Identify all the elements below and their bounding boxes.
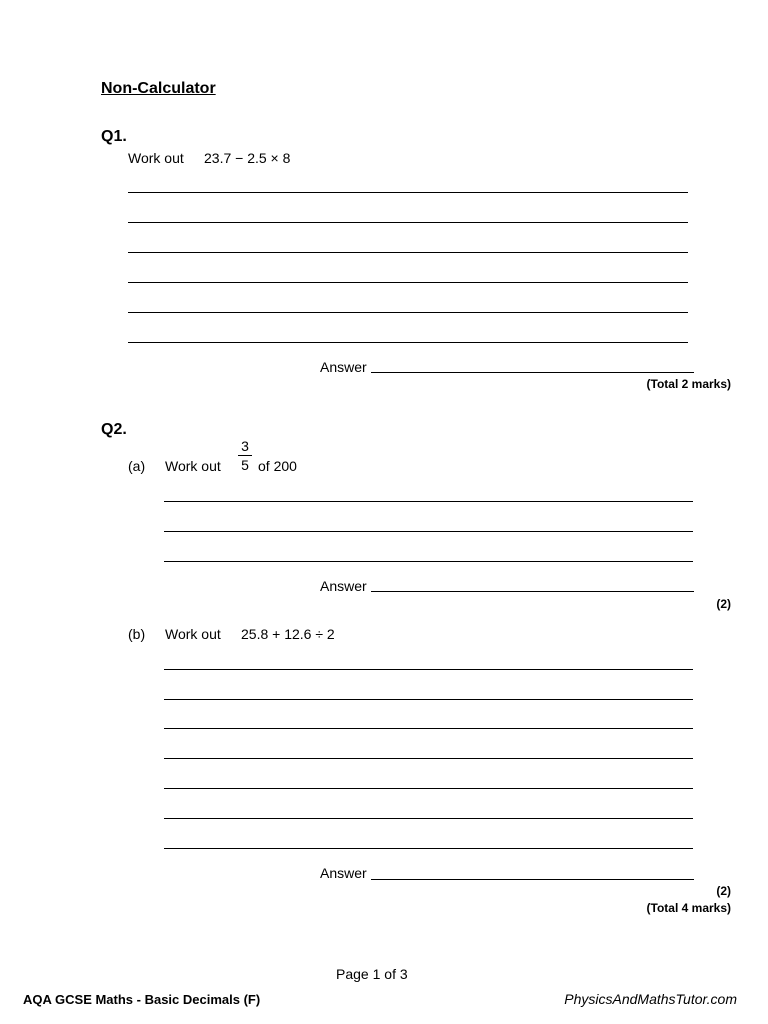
page-label: Page [336,966,369,982]
page-indicator [336,966,408,982]
q2a-expression-rest: of 200 [258,458,297,474]
working-line[interactable] [128,192,688,193]
question-number-q1: Q1. [101,128,127,145]
page-total: 3 [399,966,408,982]
q2a-prompt: Work out [165,458,221,474]
q1-expression: 23.7 − 2.5 × 8 [204,150,291,166]
of-label: of [384,966,396,982]
working-line[interactable] [164,848,693,849]
q1-answer-line[interactable] [371,372,694,373]
working-line[interactable] [164,669,693,670]
q1-total-marks: (Total 2 marks) [646,377,731,391]
q2a-answer-line[interactable] [371,591,694,592]
q2-total-marks: (Total 4 marks) [646,901,731,915]
working-line[interactable] [128,282,688,283]
working-line[interactable] [164,818,693,819]
fraction-denominator: 5 [241,457,249,473]
page-title: Non-Calculator [101,80,216,97]
working-line[interactable] [164,699,693,700]
footer-website: PhysicsAndMathsTutor.com [564,991,737,1007]
working-line[interactable] [164,788,693,789]
working-line[interactable] [128,342,688,343]
question-number-q2: Q2. [101,421,127,438]
working-line[interactable] [128,252,688,253]
q1-prompt: Work out [128,150,184,166]
q2b-expression: 25.8 + 12.6 ÷ 2 [241,626,335,642]
page-number: 1 [372,966,381,982]
q2b-answer-line[interactable] [371,879,694,880]
q2a-fraction [238,438,252,473]
working-line[interactable] [164,561,693,562]
q2a-label: (a) [128,458,146,474]
footer-document-title: AQA GCSE Maths - Basic Decimals (F) [23,992,261,1007]
working-line[interactable] [128,312,688,313]
working-line[interactable] [164,758,693,759]
q2a-answer-label: Answer [320,578,367,594]
fraction-bar [238,455,252,456]
fraction-numerator: 3 [241,438,249,454]
q2a-marks: (2) [716,597,731,611]
working-line[interactable] [164,728,693,729]
q1-answer-label: Answer [320,359,367,375]
working-line[interactable] [164,531,693,532]
q2b-label: (b) [128,626,146,642]
q2b-answer-label: Answer [320,865,367,881]
working-line[interactable] [128,222,688,223]
working-line[interactable] [164,501,693,502]
q2b-marks: (2) [716,884,731,898]
q2b-prompt: Work out [165,626,221,642]
